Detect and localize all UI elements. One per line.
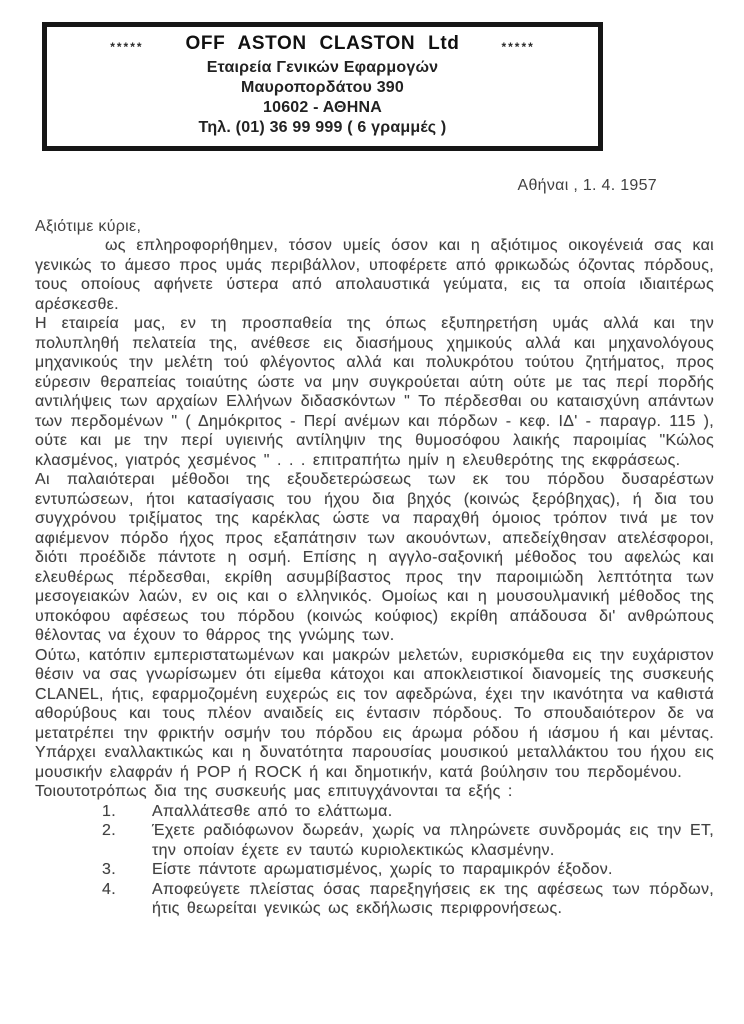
letterhead-box xyxy=(42,22,603,151)
list-item xyxy=(102,880,714,919)
list-item xyxy=(102,821,714,860)
list-item-text: Αποφεύγετε πλείστας όσας παρεξηγήσεις εκ της αφέσεως των πόρδων, ήτις θεωρείται γενικώς ως εκδήλωσις περιφρονήσεως. xyxy=(152,880,714,917)
stars-left-decoration: ***** xyxy=(110,40,144,54)
paragraph-introduction: ως επληροφορήθημεν, τόσον υμείς όσον και η αξιότιμος οικογένειά σας και γενικώς το άμεσο προς υμάς περιβάλλον, υποφέρετε από φρικωδώς όζοντας πόρδους, τους οποίους αφήνετε ύστερα από απολαυστικά γεύματα, εις τα οποία ιδιαιτέρως αρέσκεσθε. xyxy=(35,237,714,313)
list-item-text: Είστε πάντοτε αρωματισμένος, χωρίς το παραμικρόν έξοδον. xyxy=(152,861,613,878)
list-intro: Τοιουτοτρόπως δια της συσκευής μας επιτυγχάνονται τα εξής : xyxy=(35,783,513,800)
list-item-number: 3. xyxy=(102,861,116,878)
letterhead-title-row xyxy=(53,33,592,58)
date-line: Αθήναι , 1. 4. 1957 xyxy=(517,177,657,194)
stars-right-decoration: ***** xyxy=(501,40,535,54)
company-name: OFF ASTON CLASTON Ltd xyxy=(185,33,460,54)
list-item xyxy=(102,860,714,880)
salutation: Αξιότιμε κύριε, xyxy=(35,218,142,235)
paragraph-old-methods: Αι παλαιότεραι μέθοδοι της εξουδετερώσεως των εκ του πόρδου δυσαρέστων εντυπώσεων, ήτοι κατασίγασις του ήχου δια βηχός (κοινώς ξερόβηχας), ή δια του συγχρόνου τριξίματος της καρέκλας ώστε να παραχθή όμοιος τρόπον τινά με τον αφιέμενον πόρδο ήχος προς εξαπάτησιν των ακουόντων, απεδείχθησαν ατελέσφοροι, διότι προέδιδε πάντοτε η οσμή. Επίσης η αγγλο-σαξονική μέθοδος του αφελώς και ελευθέρως πέρδεσθαι, εκρίθη ασυμβίβαστος προς την παροιμιώδη λεπτότητα των μεσογειακών λαών, εν οις και ο ελληνικός. Ομοίως και η μουσουλμανική μέθοδος της υποκόφου αφέσεως του πόρδου (κοινώς κούφιος) εκρίθη απάδουσα δι' ανθρώπους θέλοντας να έχουν το θάρρος της γνώμης των. xyxy=(35,471,714,644)
company-subtitle: Εταιρεία Γενικών Εφαρμογών xyxy=(206,59,439,76)
company-phone: Τηλ. (01) 36 99 999 ( 6 γραμμές ) xyxy=(198,119,447,136)
list-item-text: Έχετε ραδιόφωνον δωρεάν, χωρίς να πληρώνετε συνδρομάς εις την ΕΤ, την οποίαν έχετε εν ταυτώ κυριολεκτικώς κλασμένην. xyxy=(152,822,714,859)
paragraph-product-clanel: Ούτω, κατόπιν εμπεριστατωμένων και μακρών μελετών, ευρισκόμεθα εις την ευχάριστον θέσιν να σας γνωρίσωμεν ότι είμεθα κάτοχοι και αποκλειστικοί διανομείς της συσκευής CLANEL, ήτις, εφαρμοζομένη ευχερώς εις τον αφεδρώνα, έχει την ικανότητα να καθιστά αθορύβους και τους πλέον αναιδείς εις έντασιν πόρδους. Το σπουδαιότερον δε να μετατρέπει την φρικτήν οσμήν του πόρδου εις άρωμα ρόδου ή ιάσμου ή και μέντας. Υπάρχει εναλλακτικώς και η δυνατότητα παρουσίας μουσικού μεταλλάκτου του ήχου εις μουσικήν ελαφράν ή POP ή ROCK ή και δημοτικήν, κατά βούλησιν του περδομένου. xyxy=(35,646,714,781)
company-postal-city: 10602 - ΑΘΗΝΑ xyxy=(263,99,382,116)
list-item-number: 2. xyxy=(102,822,116,839)
list-item-text: Απαλλάτεσθε από το ελάττωμα. xyxy=(152,802,393,820)
benefits-list xyxy=(102,802,714,919)
company-street-address: Μαυροπορδάτου 390 xyxy=(240,79,405,96)
paragraph-company-research: Η εταιρεία μας, εν τη προσπαθεία της όπως εξυπηρετήση υμάς αλλά και την πολυπληθή πελατεία της, ανέθεσε εις διασήμους χημικούς αλλά και μηχανολόγους μηχανικούς την μελέτη τού φλέγοντος αλλά και πολυκρότου τούτου ζητήματος, προς εύρεσιν θεραπείας τοιαύτης ώστε να μην συγκρούεται αύτη ούτε με τας περί πορδής αντιλήψεις των αρχαίων Ελλήνων διδασκόντων " Το πέρδεσθαι ου καταισχύνη απάντων των περδομένων " ( Δημόκριτος - Περί ανέμων και πόρδων - κεφ. ΙΔ' - παραγρ. 115 ), ούτε και με την περί υγιεινής αντίληψιν της θυμοσόφου λαικής παροιμίας "Κώλος κλασμένος, γιατρός χεσμένος " . . . επιτραπήτω ημίν η ελευθερότης της εκφράσεως. xyxy=(35,315,714,469)
list-item xyxy=(102,802,714,822)
list-item-number: 1. xyxy=(102,802,116,820)
list-item-number: 4. xyxy=(102,880,116,898)
